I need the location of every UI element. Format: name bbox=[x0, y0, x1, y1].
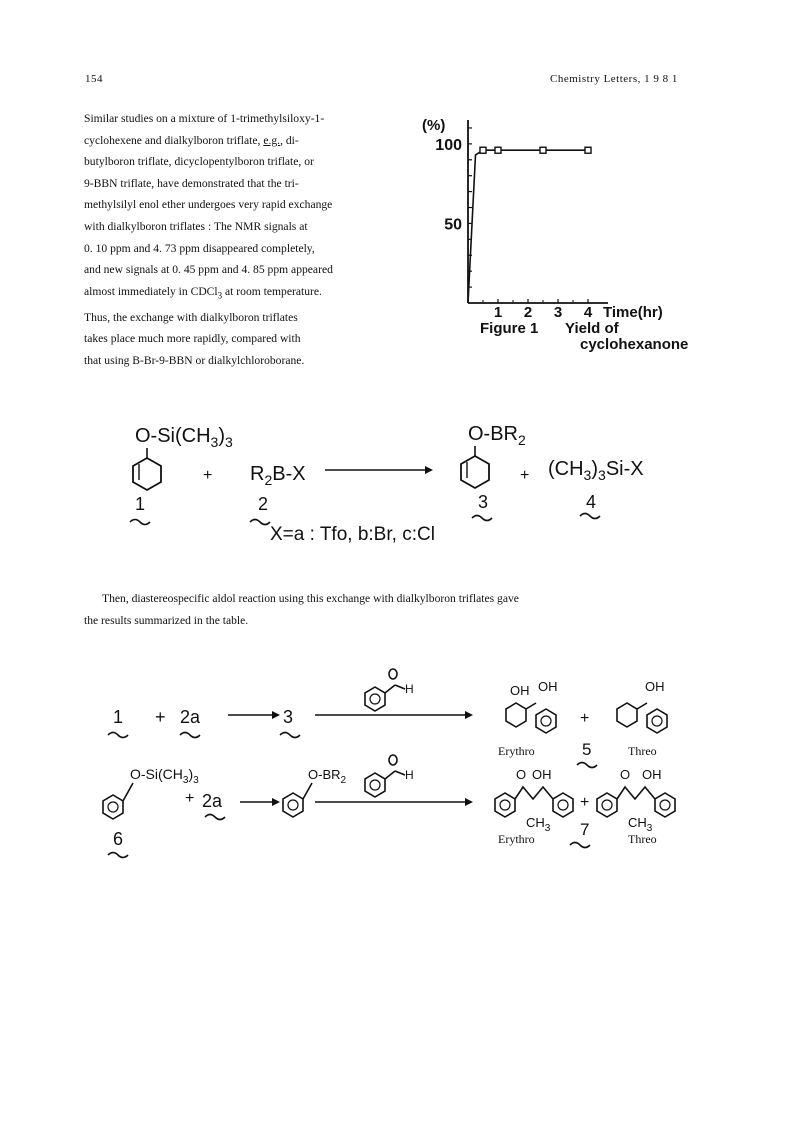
figure1-caption-title: Yield of bbox=[565, 320, 619, 337]
plus-sign: + bbox=[185, 790, 195, 807]
text-line: methylsilyl enol ether undergoes very rapid exchange bbox=[84, 198, 333, 212]
text-span: at room temperature. bbox=[222, 284, 322, 298]
hydroxyl-label: OH bbox=[532, 767, 552, 782]
text-span: almost immediately in CDCl bbox=[84, 284, 218, 298]
compound-number-2: 2 bbox=[258, 494, 269, 514]
journal-header: Chemistry Letters, 1 9 8 1 bbox=[550, 73, 678, 85]
text-line bbox=[84, 281, 333, 307]
text-line: Then, diastereospecific aldol reaction using this exchange with dialkylboron triflates gave bbox=[102, 592, 519, 605]
silyl-enol-label: $O-Si(CH_3)_3$ bbox=[130, 766, 199, 786]
data-point bbox=[480, 147, 486, 153]
data-point bbox=[540, 147, 546, 153]
text-line bbox=[84, 130, 333, 152]
silyl-byproduct-label: $(CH_3)_3Si-X$ bbox=[548, 458, 644, 483]
plus-sign: + bbox=[580, 710, 590, 727]
compound-number-3: 3 bbox=[478, 492, 489, 512]
aldehyde-h: H bbox=[405, 682, 414, 696]
text-line: takes place much more rapidly, compared with bbox=[84, 332, 301, 346]
reagent-2a: 2a bbox=[202, 791, 223, 811]
hydroxyl-label: OH bbox=[510, 683, 530, 698]
text-line: and new signals at 0. 45 ppm and 4. 85 ppm appeared bbox=[84, 263, 333, 277]
reagent-2a: 2a bbox=[180, 707, 201, 727]
methyl-label: $CH_3$ bbox=[628, 815, 653, 834]
cyclohexene-ring-icon bbox=[461, 456, 489, 488]
text-line: Thus, the exchange with dialkylboron triflates bbox=[84, 310, 298, 324]
x-axis-label: Time(hr) bbox=[603, 304, 663, 321]
hydroxyl-label: OH bbox=[538, 679, 558, 694]
ketone-oxygen: O bbox=[620, 767, 631, 782]
page-number: 154 bbox=[85, 73, 103, 85]
intro-paragraph bbox=[84, 108, 333, 371]
x-tick-label: 1 bbox=[493, 304, 503, 321]
text-line: butylboron triflate, dicyclopentylboron triflate, or bbox=[84, 155, 314, 169]
cyclohexanone-ring-icon bbox=[506, 703, 526, 727]
text-line: the results summarized in the table. bbox=[84, 613, 249, 627]
text-line: that using B-Br-9-BBN or dialkylchloroborane. bbox=[84, 353, 305, 367]
y-tick-label: 100 bbox=[435, 136, 462, 154]
aldehyde-h: H bbox=[405, 768, 414, 782]
figure1-caption-title-2: cyclohexanone bbox=[580, 336, 689, 353]
text-line: Similar studies on a mixture of 1-trimethylsiloxy-1- bbox=[84, 112, 325, 125]
boryloxy-label: $O-BR_2$ bbox=[468, 423, 526, 448]
text-line: 9-BBN triflate, have demonstrated that the tri- bbox=[84, 176, 299, 190]
compound-number-1: 1 bbox=[113, 707, 124, 727]
benzene-ring-icon bbox=[553, 793, 573, 817]
x-tick-label: 3 bbox=[553, 304, 563, 321]
benzene-ring-icon bbox=[365, 687, 385, 711]
subscript: 3 bbox=[217, 290, 223, 301]
cyclohexene-ring-icon bbox=[133, 458, 161, 490]
oxygen-atom-icon bbox=[389, 669, 397, 679]
plus-sign: + bbox=[203, 467, 213, 484]
benzene-ring-icon bbox=[597, 793, 617, 817]
scheme1-reaction bbox=[100, 410, 700, 560]
figure1-chart bbox=[420, 105, 730, 355]
boron-enolate-label: $O-BR_2$ bbox=[308, 767, 347, 786]
text-line: with dialkylboron triflates : The NMR signals at bbox=[84, 219, 308, 233]
threo-label: Threo bbox=[628, 744, 657, 758]
chart-ticks bbox=[435, 128, 593, 321]
benzene-ring-icon bbox=[283, 793, 303, 817]
compound-number-4: 4 bbox=[586, 492, 597, 512]
y-tick-label: 50 bbox=[444, 216, 462, 234]
benzene-ring-icon bbox=[536, 709, 556, 733]
boron-reagent-label: $R_2B-X$ bbox=[250, 463, 306, 488]
compound-number-5: 5 bbox=[582, 740, 592, 759]
benzene-ring-icon bbox=[103, 795, 123, 819]
text-span: , di- bbox=[280, 133, 299, 147]
x-tick-label: 2 bbox=[523, 304, 533, 321]
cyclohexanone-ring-icon bbox=[617, 703, 637, 727]
ketone-oxygen: O bbox=[516, 767, 527, 782]
erythro-label: Erythro bbox=[498, 832, 535, 846]
figure1-caption-label: Figure 1 bbox=[480, 320, 539, 337]
series-line bbox=[468, 150, 588, 303]
chart-series bbox=[468, 147, 591, 303]
silyloxy-label: $O-Si(CH_3)_3$ bbox=[135, 425, 233, 450]
text-line: 0. 10 ppm and 4. 73 ppm disappeared completely, bbox=[84, 241, 315, 255]
data-point bbox=[495, 147, 501, 153]
x-tick-label: 4 bbox=[583, 304, 593, 321]
compound-number-7: 7 bbox=[580, 820, 590, 839]
results-paragraph bbox=[84, 588, 519, 631]
benzene-ring-icon bbox=[647, 709, 667, 733]
hydroxyl-label: OH bbox=[645, 679, 665, 694]
compound-number-3: 3 bbox=[283, 707, 294, 727]
data-point bbox=[585, 147, 591, 153]
text-span: cyclohexene and dialkylboron triflate, bbox=[84, 133, 264, 147]
benzene-ring-icon bbox=[495, 793, 515, 817]
plus-sign: + bbox=[520, 467, 530, 484]
oxygen-atom-icon bbox=[389, 755, 397, 765]
scheme2-aldol bbox=[80, 665, 720, 865]
threo-label: Threo bbox=[628, 832, 657, 846]
plus-sign: + bbox=[155, 707, 166, 727]
hydroxyl-label: OH bbox=[642, 767, 662, 782]
x-definition: X=a : Tfo, b:Br, c:Cl bbox=[270, 524, 435, 545]
benzene-ring-icon bbox=[365, 773, 385, 797]
plus-sign: + bbox=[580, 794, 590, 811]
text-span: e.g. bbox=[263, 133, 281, 147]
methyl-label: $CH_3$ bbox=[526, 815, 551, 834]
y-axis-label: (%) bbox=[422, 117, 446, 134]
compound-number-1: 1 bbox=[135, 494, 146, 514]
compound-number-6: 6 bbox=[113, 829, 124, 849]
benzene-ring-icon bbox=[655, 793, 675, 817]
erythro-label: Erythro bbox=[498, 744, 535, 758]
